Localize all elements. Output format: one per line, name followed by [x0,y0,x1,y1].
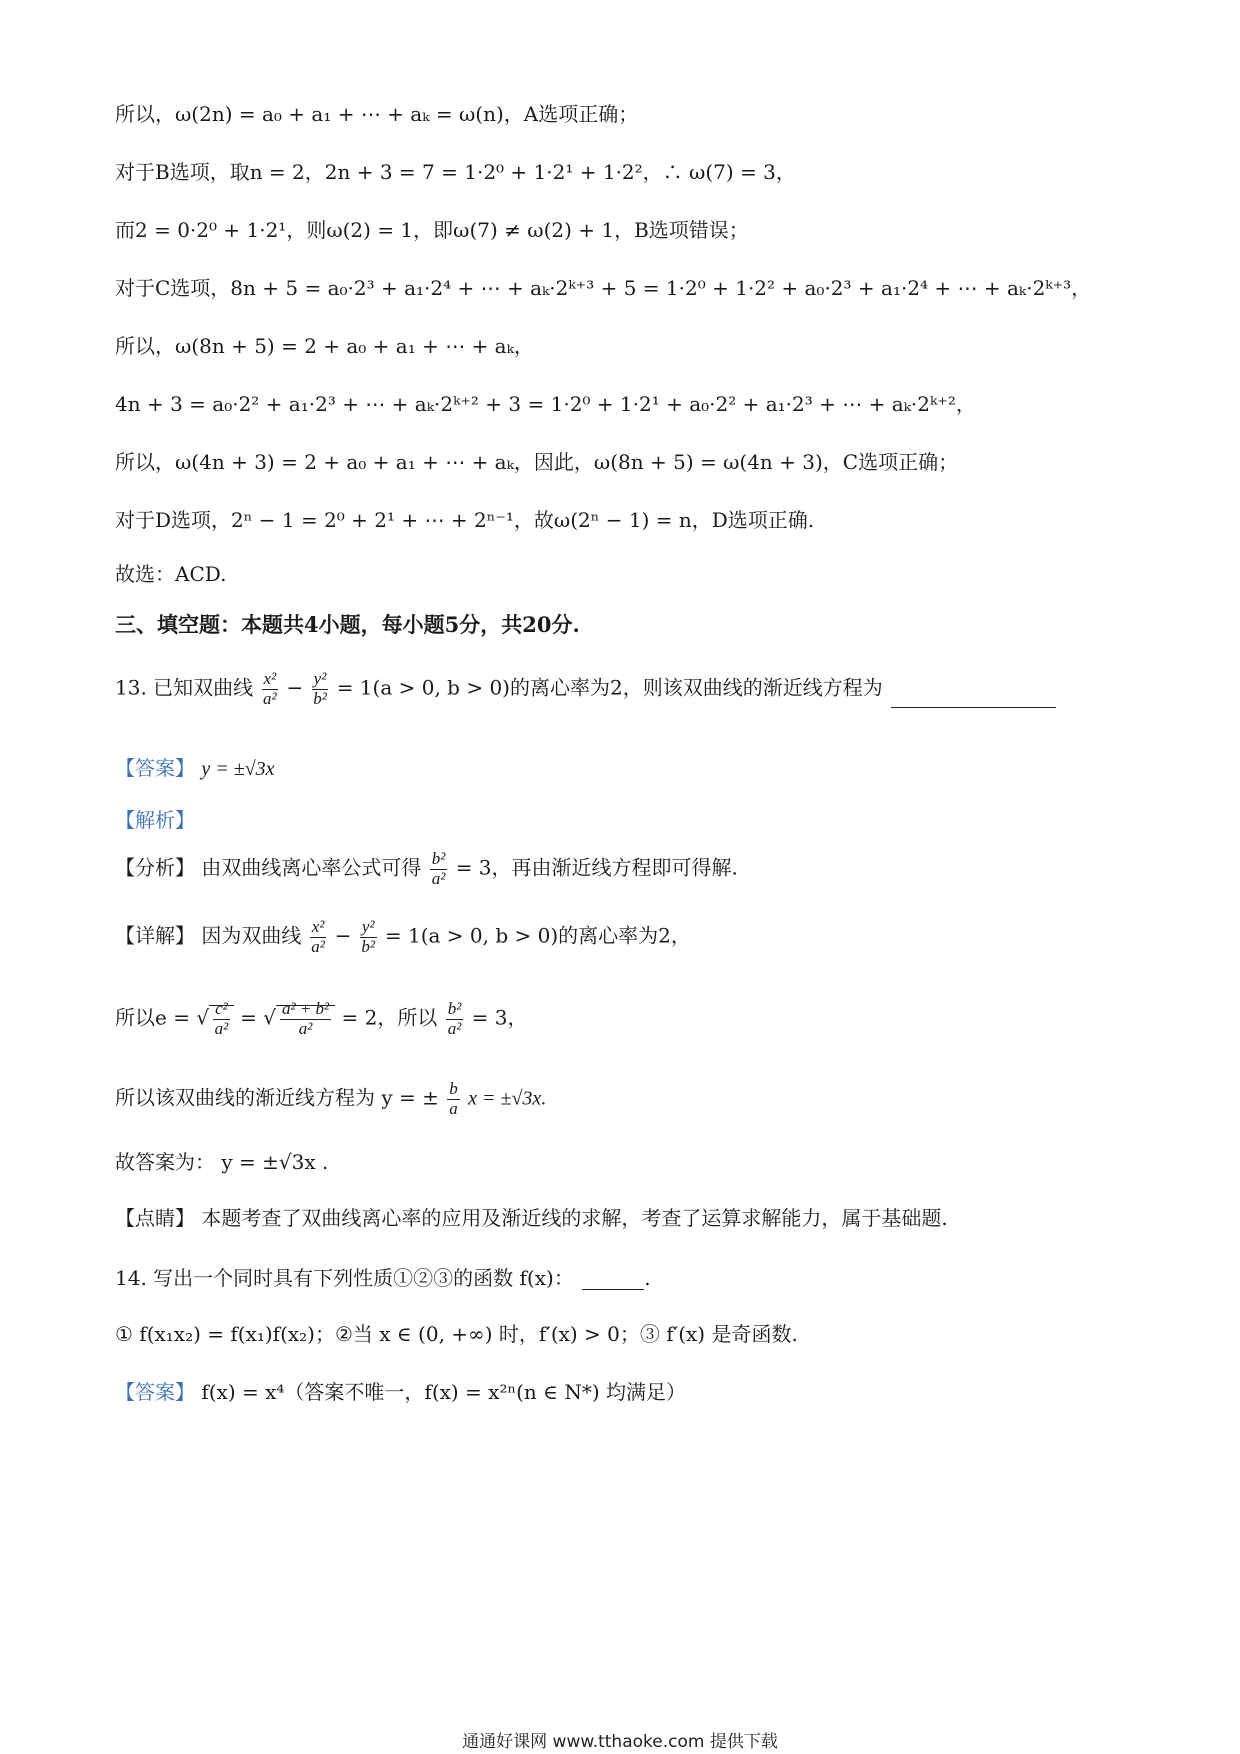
solution-line-6: 4n + 3 = a₀·2² + a₁·2³ + ⋯ + aₖ·2ᵏ⁺² + 3 = 1·2⁰ + 1·2¹ + a₀·2² + a₁·2³ + ⋯ + aₖ·2ᵏ⁺²， [115,392,976,416]
answer-value: y = ±√3x [201,758,275,780]
fraction: $\frac{b}{a}$ [449,1079,458,1118]
question-number: 14. [115,1266,147,1290]
dianjing-tag: 【点睛】 [115,1206,195,1230]
answer-blank [582,1288,644,1290]
question-14: 14. 写出一个同时具有下列性质①②③的函数 f(x)： . [115,1266,651,1290]
fraction: $\frac{\text{x²}}{\text{a²}}$ [311,917,325,956]
question-13: 13. 已知双曲线 $\frac{\text{x²}}{\text{a²}}$ − $\frac{\text{y²}}{\text{b²}}$ = 1(a > 0, b > 0)的离心率为2，则该双曲线的渐近线方程为 [115,670,1056,708]
fraction: $\frac{\text{c²}}{\text{a²}}$ [214,999,229,1038]
fraction: $\frac{\text{b²}}{\text{a²}}$ [431,849,446,888]
solution-line-1: 所以，ω(2n) = a₀ + a₁ + ⋯ + aₖ = ω(n)，A选项正确； [115,102,639,126]
question-stem: 写出一个同时具有下列性质①②③的函数 f(x)： [153,1266,574,1290]
sqrt-sign: √ [263,1005,276,1030]
q14-properties: ① f(x₁x₂) = f(x₁)f(x₂)；②当 x ∈ (0, +∞) 时，f′(x) > 0；③ f′(x) 是奇函数. [115,1322,798,1346]
q13-answer [115,756,275,781]
fraction: $\frac{\text{y²}}{\text{b²}}$ [313,669,327,708]
q13-fenxi: 【分析】 由双曲线离心率公式可得 $\frac{\text{b²}}{\text{a²}}$ = 3，再由渐近线方程即可得解. [115,849,738,888]
answer-tag: 【答案】 [115,756,195,780]
fraction: $\frac{\text{y²}}{\text{b²}}$ [361,917,375,956]
xiangjie-tag: 【详解】 [115,923,195,948]
q13-eccentricity: 所以e = √ $\frac{\text{c²}}{\text{a²}}$ = √ $\frac{\text{a² + b²}}{\text{a²}}$ = 2，所以 $\frac{\text{b²}}{\text{a²}}$ = 3， [115,999,528,1038]
question-number: 13. [115,675,147,700]
solution-line-8: 对于D选项，2ⁿ − 1 = 2⁰ + 2¹ + ⋯ + 2ⁿ⁻¹，故ω(2ⁿ − 1) = n，D选项正确. [115,508,815,532]
solution-line-3: 而2 = 0·2⁰ + 1·2¹，则ω(2) = 1，即ω(7) ≠ ω(2) + 1，B选项错误； [115,218,749,242]
q13-dianjing: 【点睛】 本题考查了双曲线离心率的应用及渐近线的求解，考查了运算求解能力，属于基础题. [115,1206,948,1230]
sqrt-sign: √ [196,1005,210,1030]
q13-asymptote: 所以该双曲线的渐近线方程为 y = ± $\frac{b}{a}$ x = ±√3x. [115,1079,547,1118]
question-stem-cont: = 1(a > 0, b > 0)的离心率为2，则该双曲线的渐近线方程为 [336,675,883,700]
solution-line-5: 所以，ω(8n + 5) = 2 + a₀ + a₁ + ⋯ + aₖ， [115,334,534,358]
fenxi-tag: 【分析】 [115,855,195,880]
answer-value: f(x) = x⁴（答案不唯一，f(x) = x²ⁿ(n ∈ N*) 均满足） [201,1380,686,1404]
fraction: $\frac{\text{b²}}{\text{a²}}$ [447,999,462,1038]
answer-blank [891,706,1056,708]
page-footer: 通通好课网 www.tthaoke.com 提供下载 [462,1732,778,1752]
solution-line-4: 对于C选项，8n + 5 = a₀·2³ + a₁·2⁴ + ⋯ + aₖ·2ᵏ⁺³ + 5 = 1·2⁰ + 1·2² + a₀·2³ + a₁·2⁴ + ⋯ + aₖ·2ᵏ⁺³， [115,276,1092,300]
q14-answer [115,1380,686,1404]
solution-line-7: 所以，ω(4n + 3) = 2 + a₀ + a₁ + ⋯ + aₖ，因此，ω(8n + 5) = ω(4n + 3)，C选项正确； [115,450,959,474]
solution-line-2: 对于B选项，取n = 2，2n + 3 = 7 = 1·2⁰ + 1·2¹ + 1·2²，∴ ω(7) = 3， [115,160,796,184]
solution-line-9: 故选：ACD. [115,562,227,586]
fraction: $\frac{\text{a² + b²}}{\text{a²}}$ [281,999,330,1038]
q13-xiangjie: 【详解】 因为双曲线 $\frac{\text{x²}}{\text{a²}}$ − $\frac{\text{y²}}{\text{b²}}$ = 1(a > 0, b > 0)的离心率为2， [115,917,691,956]
analysis-tag: 【解析】 [115,808,195,832]
q13-final-answer: 故答案为： y = ±√3x . [115,1150,329,1174]
section-heading: 三、填空题：本题共4小题，每小题5分，共20分. [115,612,580,637]
answer-tag: 【答案】 [115,1380,195,1404]
fraction: $\frac{\text{x²}}{\text{a²}}$ [263,669,277,708]
question-stem: 已知双曲线 [153,675,254,700]
